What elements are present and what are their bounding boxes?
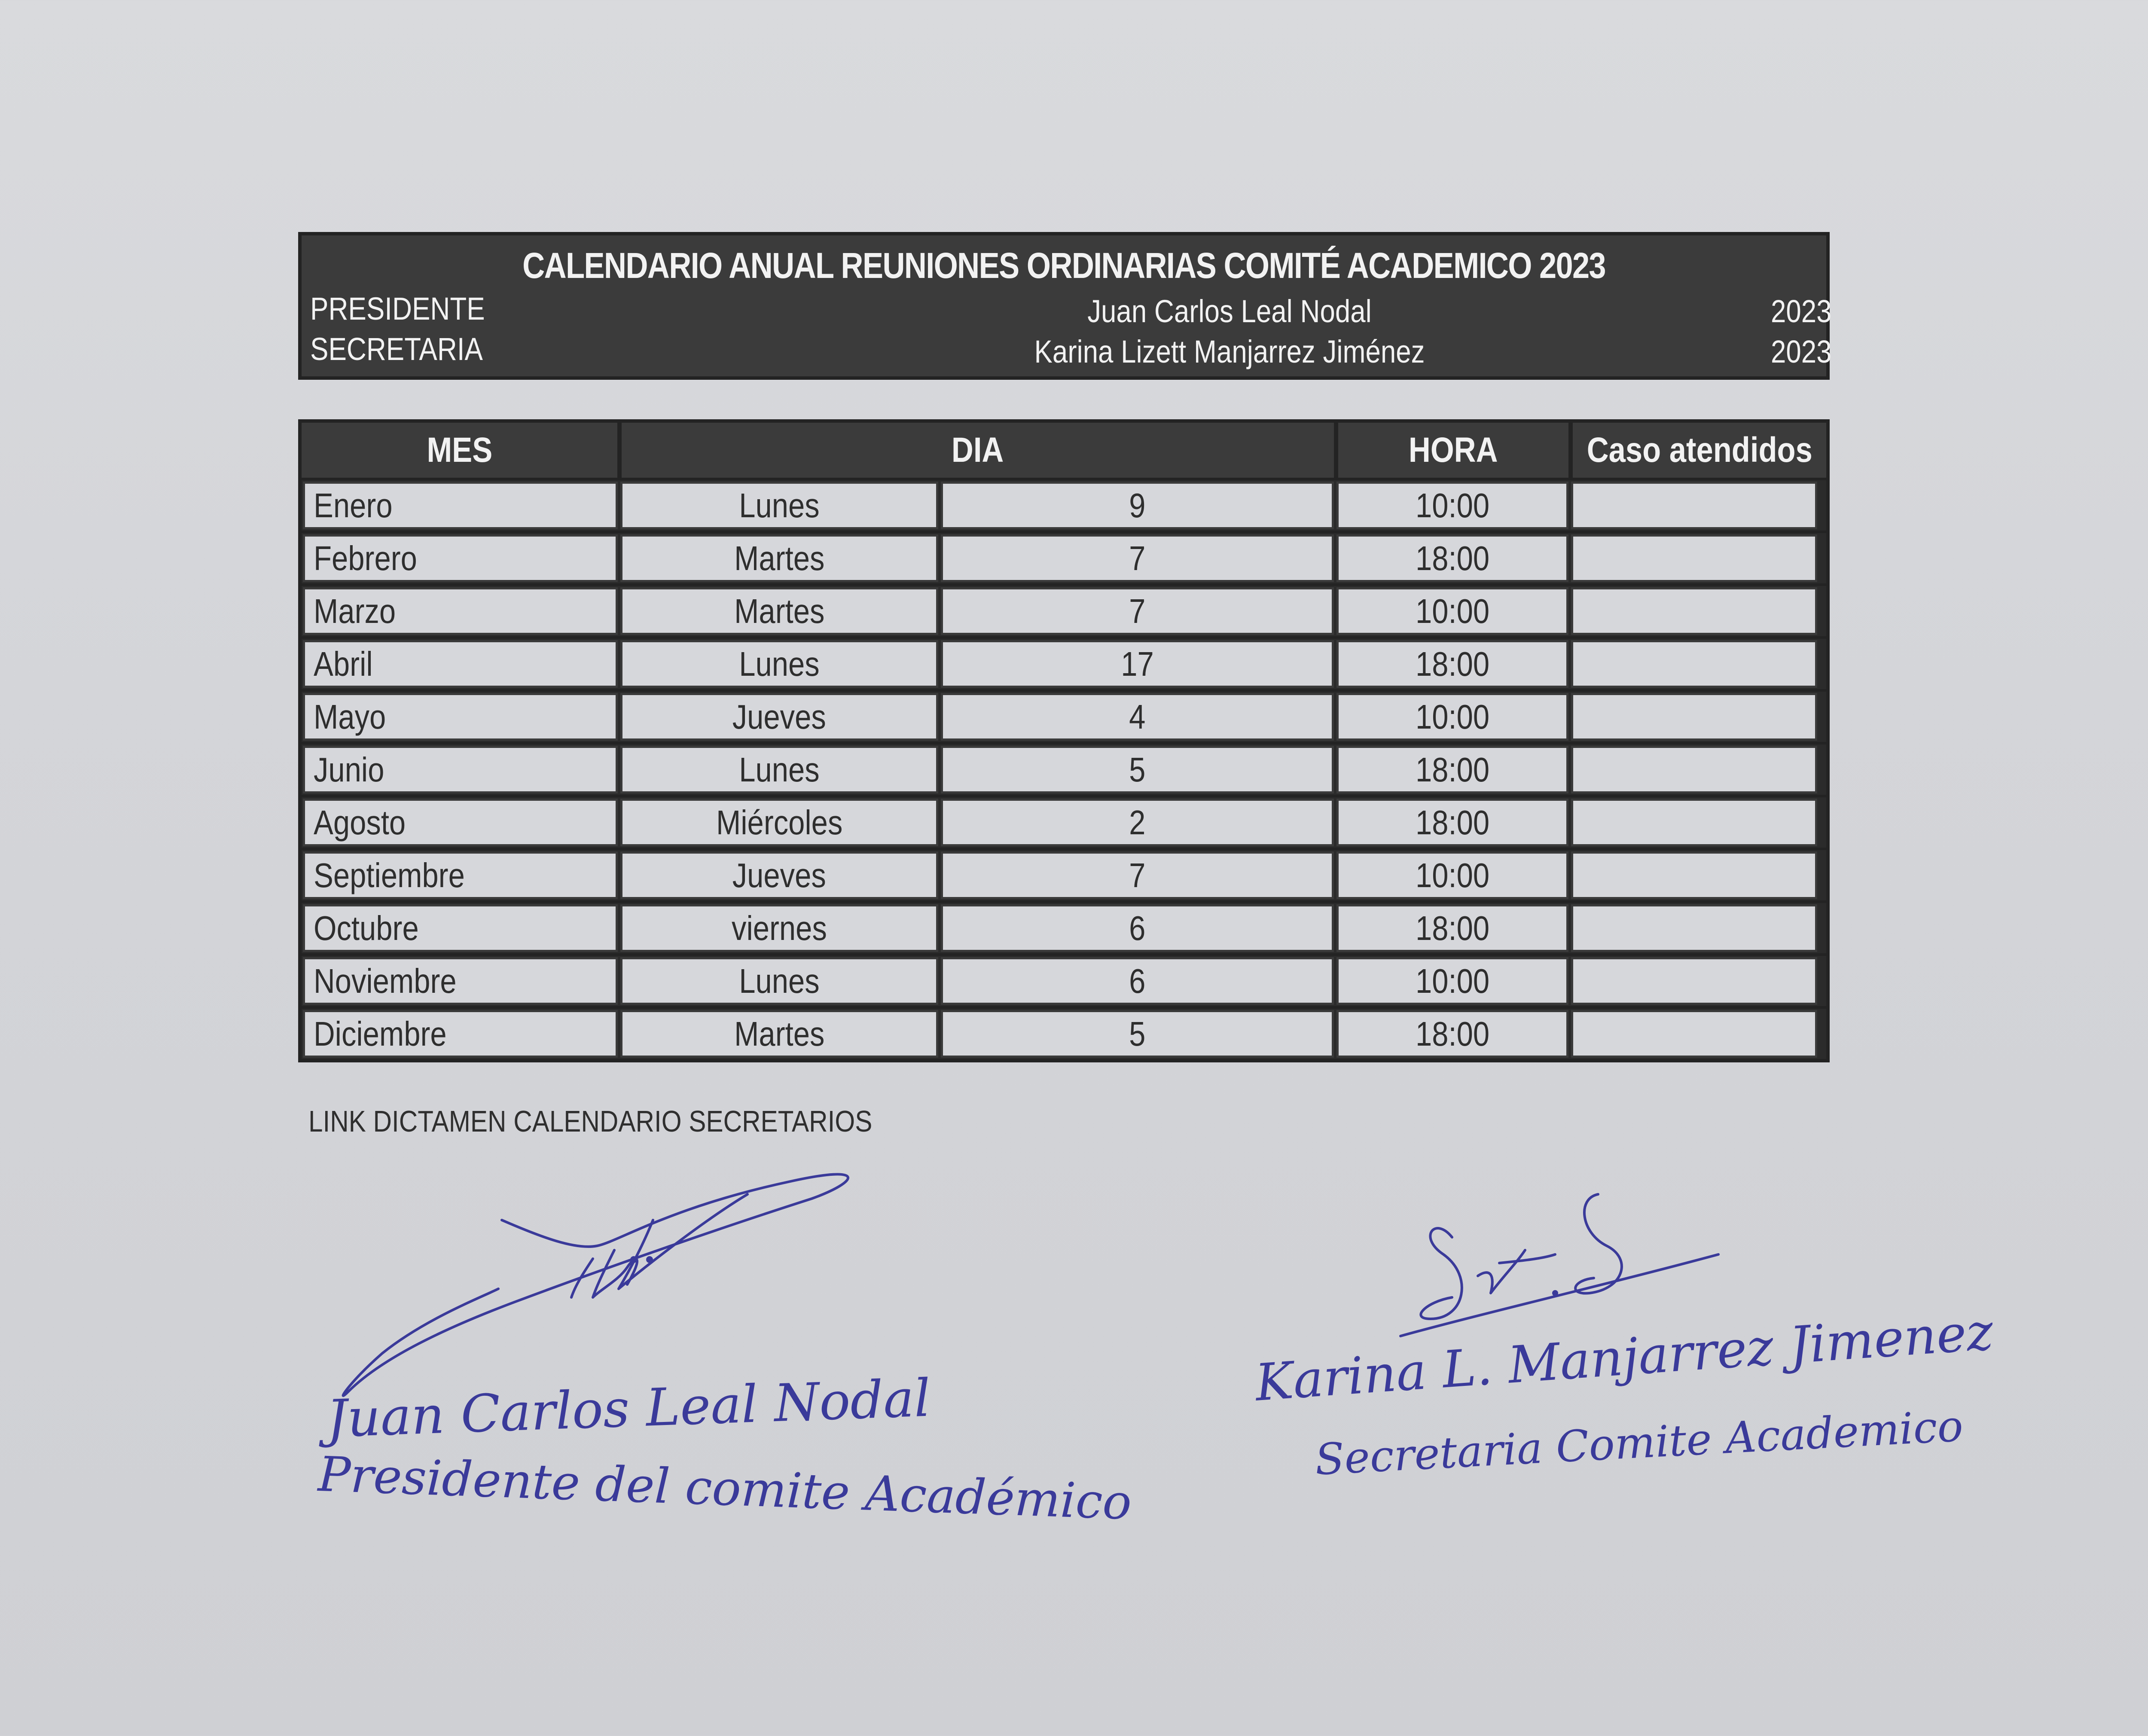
meetings-table [298,419,1830,1062]
secretary-handwritten-name: Karina L. Manjarrez Jimenez [1253,1302,1995,1413]
hora-cell: 10:00 [1336,482,1568,529]
day-number-cell: 7 [941,534,1334,582]
hora-cell: 18:00 [1336,904,1568,952]
caso-atendido-cell [1571,904,1817,952]
caso-atendido-cell [1571,1010,1817,1058]
hora-cell: 18:00 [1336,1010,1568,1058]
day-name-cell: Lunes [620,640,938,688]
column-header-dia: DIA [622,423,1338,478]
caso-atendido-cell [1571,640,1817,688]
table-row [302,953,1826,1006]
secretary-handwritten-role: Secretaria Comite Academico [1313,1400,1965,1485]
hora-cell: 18:00 [1336,799,1568,846]
table-row [302,583,1826,636]
president-row [302,290,1832,333]
table-row [302,636,1826,689]
mes-cell: Agosto [303,799,618,846]
mes-cell: Abril [303,640,618,688]
table-row [302,900,1826,953]
caso-atendido-cell [1571,957,1817,1005]
day-name-cell: Miércoles [620,799,938,846]
table-row [302,689,1826,742]
day-number-cell: 17 [941,640,1334,688]
mes-cell: Enero [303,482,618,529]
hora-cell: 10:00 [1336,693,1568,741]
mes-cell: Diciembre [303,1010,618,1058]
president-name: Juan Carlos Leal Nodal [1087,293,1372,329]
day-number-cell: 5 [941,746,1334,793]
caso-atendido-cell [1571,799,1817,846]
day-name-cell: Lunes [620,957,938,1005]
calendar-header [298,232,1830,380]
day-number-cell: 5 [941,1010,1334,1058]
hora-cell: 18:00 [1336,746,1568,793]
hora-cell: 18:00 [1336,640,1568,688]
mes-cell: Noviembre [303,957,618,1005]
document-title: CALENDARIO ANUAL REUNIONES ORDINARIAS COMITÉ ACADEMICO 2023 [522,245,1605,286]
day-number-cell: 2 [941,799,1334,846]
caso-atendido-cell [1571,482,1817,529]
column-header-caso: Caso atendidos [1587,430,1812,470]
hora-cell: 10:00 [1336,851,1568,899]
president-label: PRESIDENTE [310,291,485,326]
hora-cell: 18:00 [1336,534,1568,582]
day-number-cell: 4 [941,693,1334,741]
hora-cell: 10:00 [1336,957,1568,1005]
caso-atendido-cell [1571,587,1817,635]
day-number-cell: 9 [941,482,1334,529]
table-row [302,795,1826,848]
mes-cell: Marzo [303,587,618,635]
day-name-cell: Martes [620,587,938,635]
secretary-year: 2023 [1771,334,1832,369]
column-header-hora: HORA [1338,423,1573,478]
day-name-cell: Lunes [620,746,938,793]
day-number-cell: 6 [941,904,1334,952]
table-row [302,848,1826,900]
hora-cell: 10:00 [1336,587,1568,635]
mes-cell: Octubre [303,904,618,952]
caso-atendido-cell [1571,534,1817,582]
mes-cell: Febrero [303,534,618,582]
secretary-label: SECRETARIA [310,331,483,367]
mes-cell: Septiembre [303,851,618,899]
caso-atendido-cell [1571,693,1817,741]
table-row [302,478,1826,531]
table-row [302,1006,1826,1059]
secretary-row [302,331,1832,374]
day-name-cell: Martes [620,534,938,582]
caso-atendido-cell [1571,851,1817,899]
day-name-cell: viernes [620,904,938,952]
caso-atendido-cell [1571,746,1817,793]
table-header-row [302,423,1826,478]
mes-cell: Junio [303,746,618,793]
day-number-cell: 6 [941,957,1334,1005]
table-row [302,742,1826,795]
table-row [302,531,1826,583]
president-handwritten-name: Juan Carlos Leal Nodal [326,1368,932,1449]
link-dictamen-text: LINK DICTAMEN CALENDARIO SECRETARIOS [308,1104,873,1138]
column-header-mes: MES [302,423,622,478]
president-handwritten-role: Presidente del comite Académico [317,1446,1133,1531]
table-body [302,478,1826,1059]
mes-cell: Mayo [303,693,618,741]
day-name-cell: Jueves [620,851,938,899]
day-name-cell: Lunes [620,482,938,529]
secretary-name: Karina Lizett Manjarrez Jiménez [1034,334,1425,369]
day-number-cell: 7 [941,851,1334,899]
president-year: 2023 [1771,293,1832,329]
day-name-cell: Martes [620,1010,938,1058]
day-name-cell: Jueves [620,693,938,741]
day-number-cell: 7 [941,587,1334,635]
